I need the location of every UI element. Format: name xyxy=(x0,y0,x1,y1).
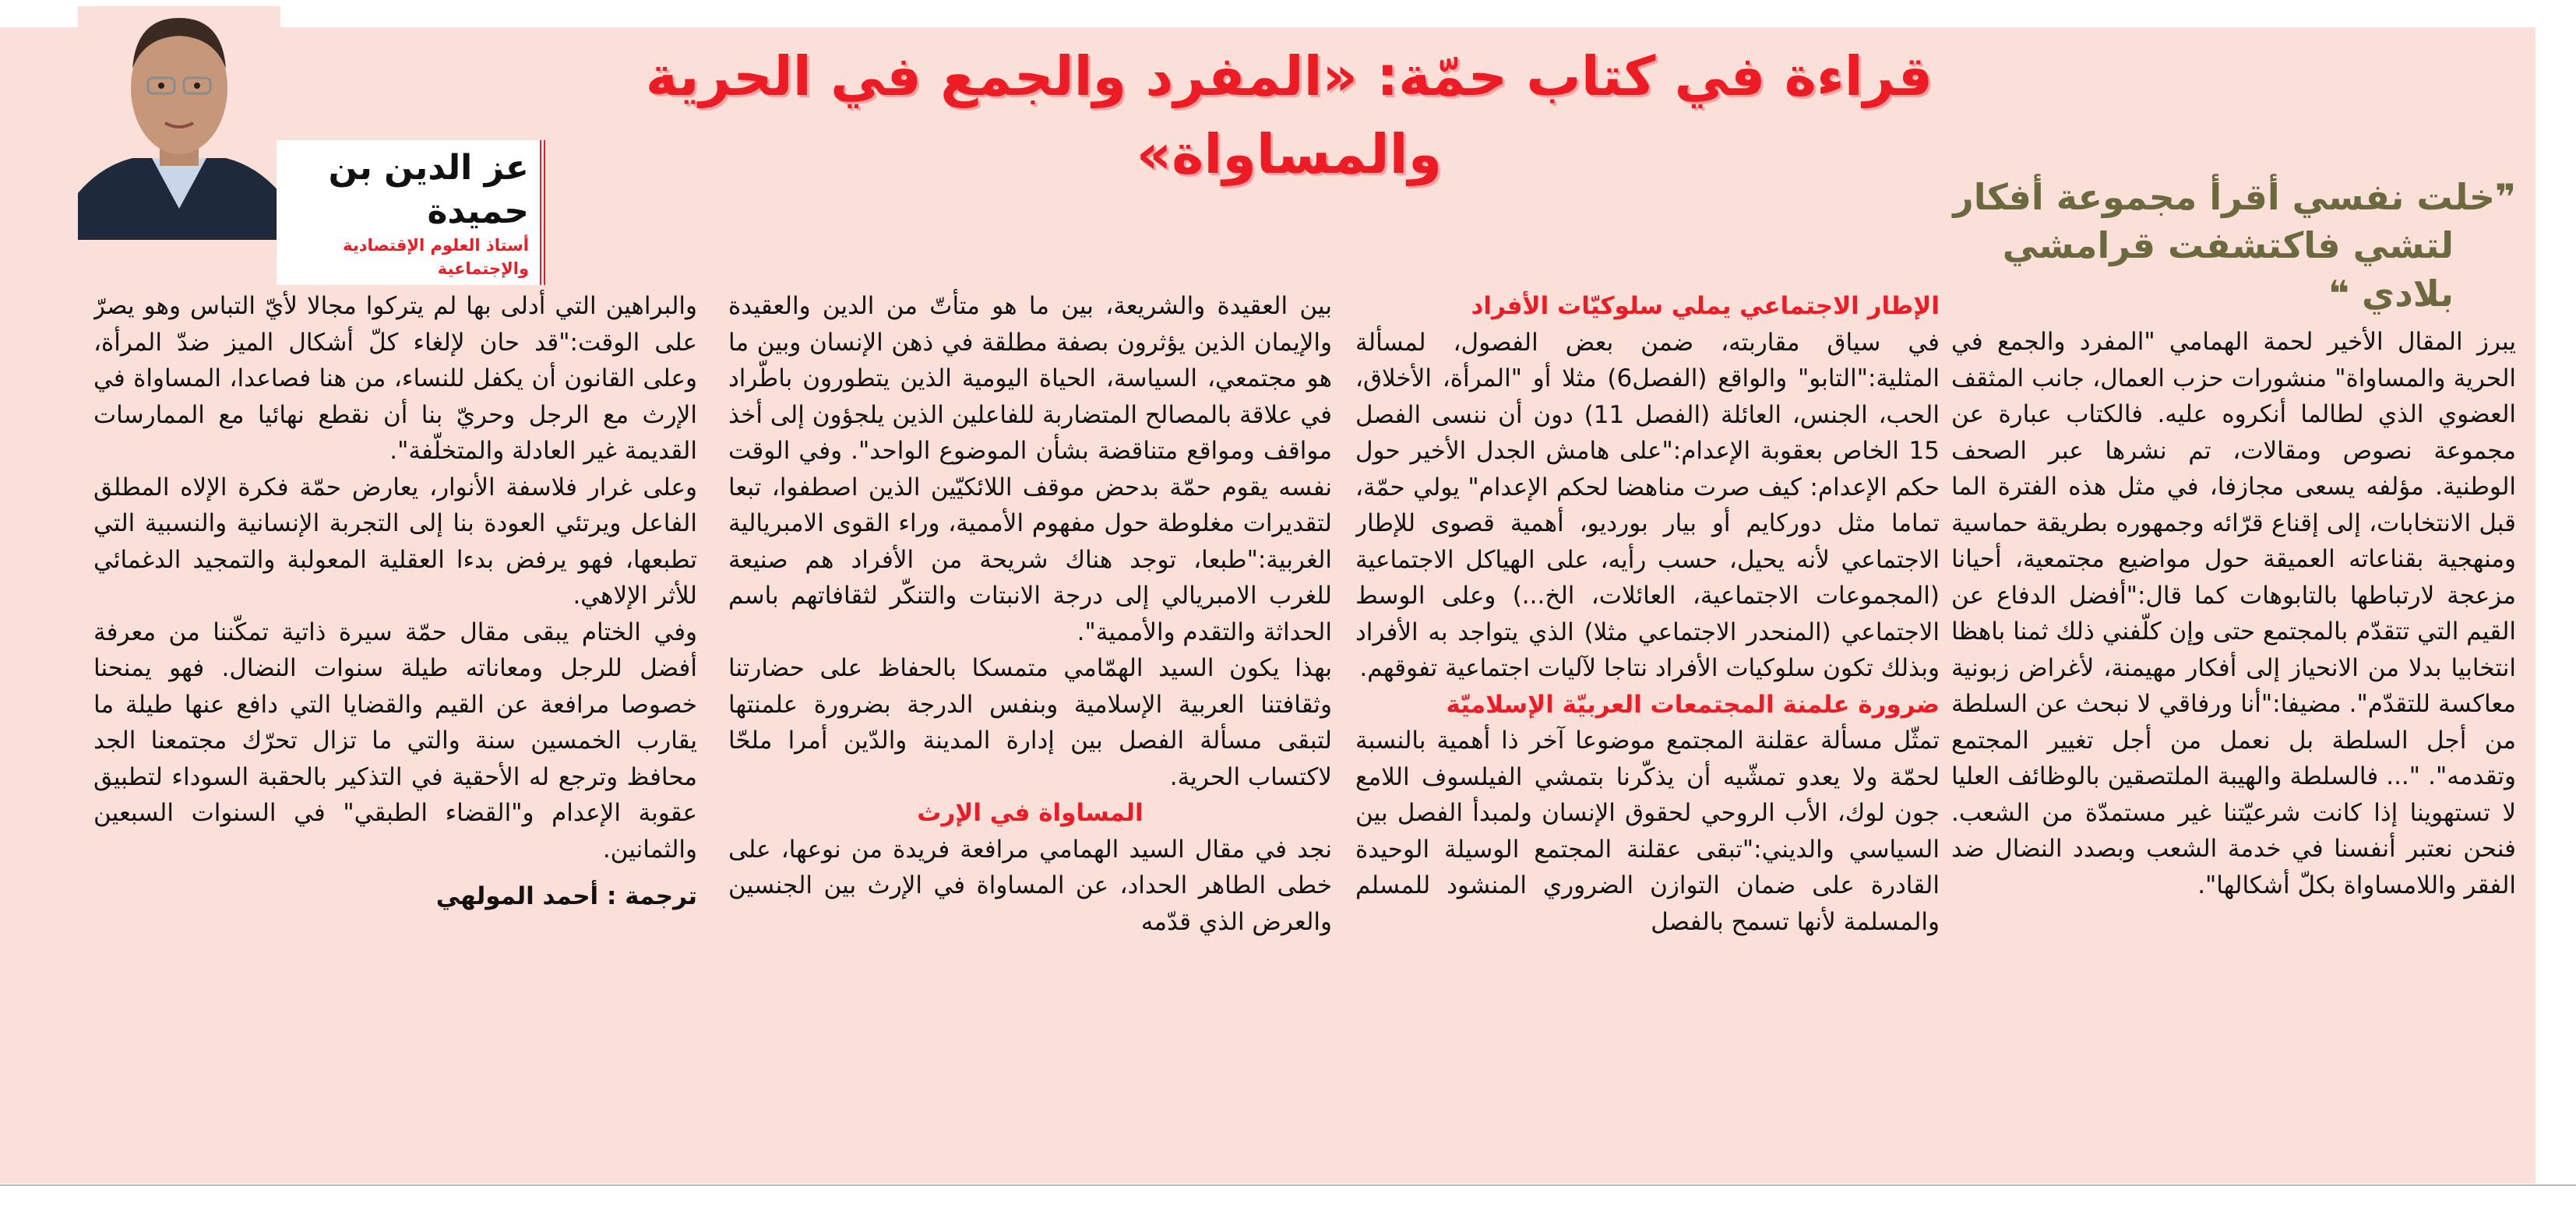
article-column-4 xyxy=(93,288,697,1182)
article-title: قراءة في كتاب حمّة: «المفرد والجمع في الحرية والمساواة» xyxy=(645,44,1933,186)
paragraph: وفي الختام يبقى مقال حمّة سيرة ذاتية تمكّننا من معرفة أفضل للرجل ومعاناته طيلة سنوات النضال. فهو يمنحنا خصوصا مرافعة عن القيم والقضايا التي دافع عنها طيلة ما يقارب الخمسين سنة والتي ما تزال تحرّك مجتمعنا الجد محافظ وترجع له الأحقية في التذكير بالحقبة السوداء لتطبيق عقوبة الإعدام و"القضاء الطبقي" في السنوات السبعين والثمانين. xyxy=(93,618,697,864)
author-byline xyxy=(277,140,545,285)
paragraph: وعلى غرار فلاسفة الأنوار، يعارض حمّة فكرة الإلاه المطلق الفاعل ويرتئي العودة بنا إلى التجربة الإنسانية والنسبية التي تطبعها، فهو يرفض بدءا العقلية المعولبة والتمجيد الدغمائي للأثر الإلاهي. xyxy=(93,473,697,610)
paragraph: نجد في مقال السيد الهمامي مرافعة فريدة من نوعها، على خطى الطاهر الحداد، عن المساواة في الإرث بين الجنسين والعرض الذي قدّمه xyxy=(728,835,1332,936)
paragraph: تمثّل مسألة عقلنة المجتمع موضوعا آخر ذا أهمية بالنسبة لحمّة ولا يعدو تمشّيه أن يذكّرنا بتمشي الفيلسوف اللامع جون لوك، الأب الروحي لحقوق الإنسان ولمبدأ الفصل بين السياسي والديني:"تبقى عقلنة المجتمع الوسيلة الوحيدة القادرة على ضمان التوازن الضروري المنشود للمسلم والمسلمة لأنها تسمح بالفصل xyxy=(1355,727,1940,936)
translator-credit: ترجمة : أحمد المولهي xyxy=(435,882,697,910)
paragraph: في سياق مقاربته، ضمن بعض الفصول، لمسألة المثلية:"التابو" والواقع (الفصل6) مثلا أو "المرأة، الأخلاق، الحب، الجنس، العائلة (الفصل 11) دون أن ننسى الفصل 15 الخاص بعقوبة الإعدام:"على هامش الجدل الأخير حول حكم الإعدام: كيف صرت مناهضا لحكم الإعدام" يولي حمّة، تماما مثل دوركايم أو بيار بورديو، أهمية قصوى للإطار الاجتماعي لأنه يحيل، حسب رأيه، على الهياكل الاجتماعية (المجموعات الاجتماعية، العائلات، الخ...) وعلى الوسط الاجتماعي (المنحدر الاجتماعي مثلا) الذي يتواجد به الأفراد وبذلك تكون سلوكيات الأفراد نتاجا لآليات اجتماعية تفوقهم. xyxy=(1355,328,1940,682)
section-heading: الإطار الاجتماعي يملي سلوكيّات الأفراد xyxy=(1471,292,1940,320)
pull-quote xyxy=(1932,173,2516,318)
right-column-stack xyxy=(1932,173,2516,1182)
article-column-2 xyxy=(1355,288,1940,1182)
author-role: أستاذ العلوم الإقتصادية والإجتماعية xyxy=(343,236,529,278)
paragraph: بين العقيدة والشريعة، بين ما هو متأتّ من الدين والعقيدة والإيمان الذين يؤثرون بصفة مطلقة في ذهن الإنسان وبين ما هو مجتمعي، السياسة، الحياة اليومية الذين يتطورون باطّراد في علاقة بالمصالح المتضاربة للفاعلين الذين يلجؤون إلى أخذ مواقف ومواقع متناقضة بشأن الموضوع الواحد". وفي الوقت نفسه يقوم حمّة بدحض موقف اللائكيّين الذين اصطفوا، تبعا لتقديرات مغلوطة حول مفهوم الأممية، وراء القوى الامبريالية الغربية:"طبعا، توجد هناك شريحة من الأفراد هم صنيعة للغرب الامبريالي إلى درجة الانبتات والتنكّر لثقافاتهم باسم الحداثة والتقدم والأممية". xyxy=(728,292,1332,646)
paragraph: بهذا يكون السيد الهمّامي متمسكا بالحفاظ على حضارتنا وثقافتنا العربية الإسلامية وبنفس الدرجة بضرورة علمنتها لتبقى مسألة الفصل بين إدارة المدينة والدّين أمرا ملحّا لاكتساب الحرية. xyxy=(728,654,1332,791)
section-heading: المساواة في الإرث xyxy=(917,799,1144,827)
article-column-3 xyxy=(728,288,1332,1182)
article-column-1 xyxy=(1951,324,2516,1182)
pull-quote-line: ❞خلت نفسي أقرأ مجموعة أفكار xyxy=(1953,176,2516,218)
author-name: عز الدين بن حميدة xyxy=(328,148,529,231)
paragraph: يبرز المقال الأخير لحمة الهمامي "المفرد والجمع في الحرية والمساواة" منشورات حزب العمال، جانب المثقف العضوي الذي لطالما أنكروه عليه. فالكتاب عبارة عن مجموعة نصوص ومقالات، تم نشرها عبر الصحف الوطنية. مؤلفه يسعى مجازفا، في مثل هذه الفترة الما قبل الانتخابات، إلى إقناع قرّائه وجمهوره بطريقة حماسية ومنهجية بقناعاته العميقة حول مواضيع مجتمعية، أحيانا مزعجة لارتباطها بالتابوهات كما قال:"أفضل الدفاع عن القيم التي تتقدّم بالمجتمع حتى وإن كلّفني ذلك ثمنا باهظا انتخابيا بدلا من الانحياز إلى أفكار مهيمنة، لأغراض زبونية معاكسة للتقدّم". مضيفا:"أنا ورفاقي لا نبحث عن السلطة من أجل السلطة بل نعمل من أجل تغيير المجتمع وتقدمه". "... فالسلطة والهيبة الملتصقين بالوظائف العليا لا تستهوينا إذا كانت شرعيّتنا غير مستمدّة من الشعب. فنحن نعتبر أنفسنا في خدمة الشعب وبصدد النضال ضد الفقر واللامساواة بكلّ أشكالها". xyxy=(1951,328,2516,899)
pull-quote-line: لتشي فاكتشفت قرامشي بلادي ❝ xyxy=(2002,224,2454,315)
paragraph: والبراهين التي أدلى بها لم يتركوا مجالا لأيّ التباس وهو يصرّ على الوقت:"قد حان لإلغاء كلّ أشكال الميز ضدّ المرأة، وعلى القانون أن يكفل للنساء، من هنا فصاعدا، المساواة في الإرث مع الرجل وحريّ بنا أن نقطع نهائيا مع الممارسات القديمة غير العادلة والمتخلّفة". xyxy=(93,292,697,465)
section-heading: ضرورة علمنة المجتمعات العربيّة الإسلاميّة xyxy=(1446,690,1940,719)
author-photo xyxy=(78,6,280,240)
page-divider xyxy=(0,1184,2576,1186)
